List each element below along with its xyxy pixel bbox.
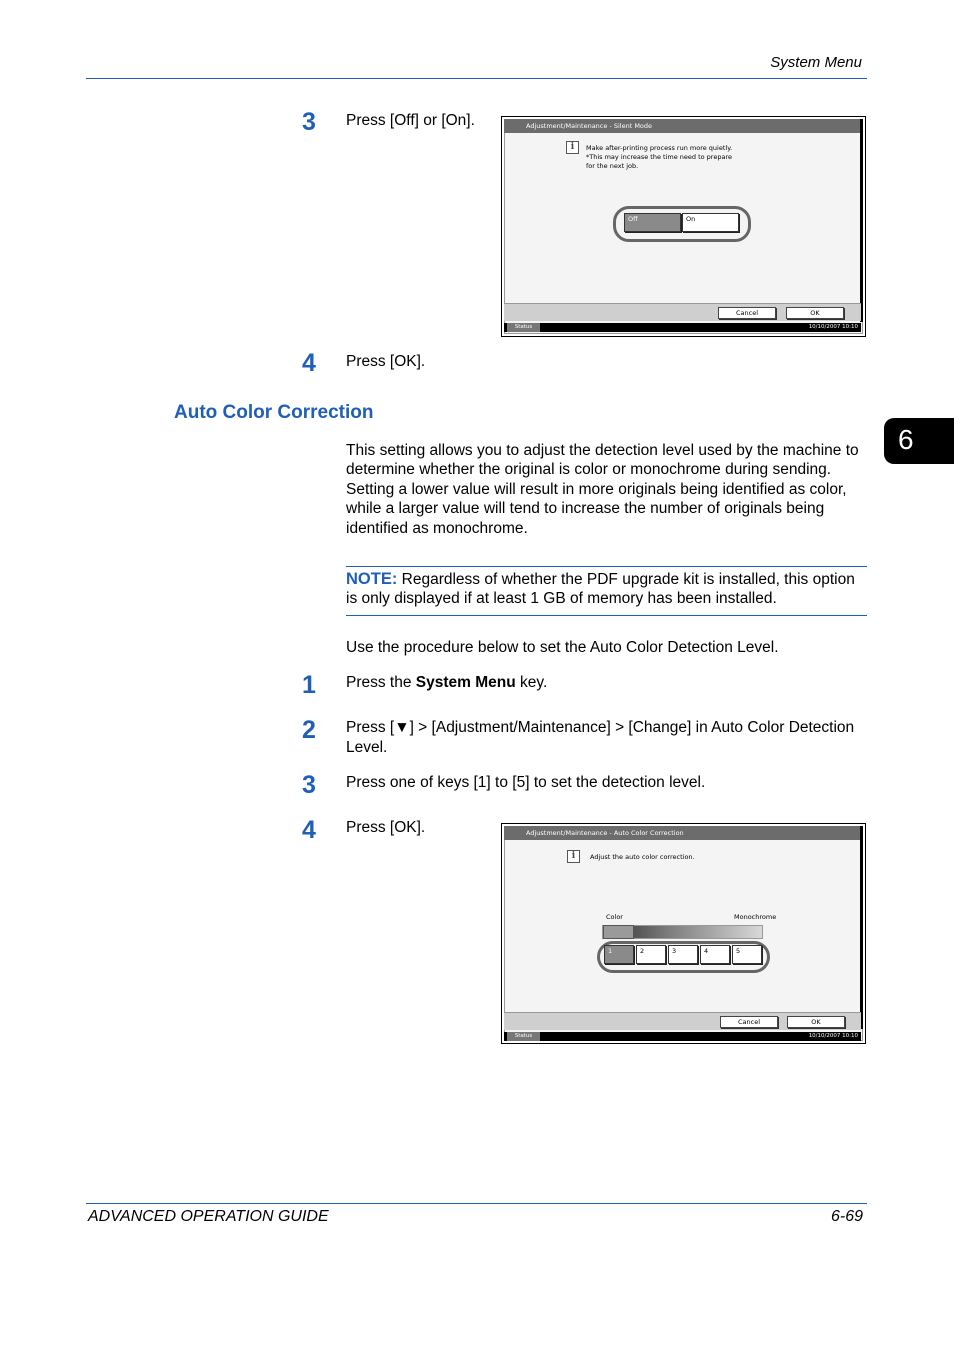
level-1-button[interactable]: 1 [604, 945, 634, 964]
auto-color-screen [501, 823, 866, 1044]
screen-edge [860, 826, 863, 1029]
footer-rule [86, 1203, 867, 1204]
screen-edge [860, 119, 863, 322]
note-rule-bottom [346, 615, 867, 616]
status-datetime: 10/10/2007 10:10 [808, 1033, 858, 1039]
level-5-button[interactable]: 5 [732, 945, 762, 964]
step-number: 2 [302, 716, 316, 744]
step-text: Press [OK]. [346, 819, 426, 836]
screen-title: Adjustment/Maintenance - Silent Mode [504, 119, 861, 133]
step-number: 4 [302, 349, 316, 377]
cancel-button[interactable]: Cancel [720, 1016, 778, 1028]
ok-button[interactable]: OK [786, 307, 844, 319]
system-menu-key: System Menu [415, 674, 516, 691]
step-number: 4 [302, 816, 316, 844]
step-text: Press one of keys [1] to [5] to set the detection level. [346, 774, 706, 791]
step-text: Press [▼] > [Adjustment/Maintenance] > [Change] in Auto Color Detection Level. [346, 719, 855, 756]
running-header: System Menu [770, 54, 862, 71]
step-text-part: Press the [346, 674, 416, 691]
step-number: 3 [302, 771, 316, 799]
level-3-button[interactable]: 3 [668, 945, 698, 964]
level-indicator [603, 925, 634, 939]
info-icon: i [566, 141, 579, 154]
status-button[interactable]: Status [507, 1032, 540, 1041]
step-text: Press [Off] or [On]. [346, 112, 475, 129]
level-2-button[interactable]: 2 [636, 945, 666, 964]
step-text-part: key. [515, 674, 548, 691]
screen-title: Adjustment/Maintenance - Auto Color Correction [504, 826, 861, 840]
guide-title: ADVANCED OPERATION GUIDE [88, 1208, 329, 1225]
note-text: Regardless of whether the PDF upgrade kit is installed, this option is only displayed if at least 1 GB of memory has been installed. [346, 571, 855, 608]
note-label: NOTE: [346, 570, 398, 588]
screen-message: Adjust the auto color correction. [590, 853, 695, 861]
intro-paragraph: This setting allows you to adjust the detection level used by the machine to determine whether the original is color or monochrome during sending. Setting a lower value will result in more originals being identified as color, while a larger value will tend to increase the number of originals being identified as monochrome. [346, 442, 859, 537]
section-title: Auto Color Correction [174, 402, 374, 423]
screen-message [586, 144, 732, 171]
step-text [346, 673, 547, 693]
message-line: *This may increase the time need to prepare [586, 153, 732, 161]
status-datetime: 10/10/2007 10:10 [808, 324, 858, 330]
ok-button[interactable]: OK [787, 1016, 845, 1028]
cancel-button[interactable]: Cancel [718, 307, 776, 319]
silent-mode-screen [501, 116, 866, 337]
step-number: 1 [302, 671, 316, 699]
procedure-intro: Use the procedure below to set the Auto Color Detection Level. [346, 639, 779, 656]
level-4-button[interactable]: 4 [700, 945, 730, 964]
status-bar [504, 323, 861, 332]
status-button[interactable]: Status [507, 323, 540, 332]
page-number: 6-69 [830, 1208, 863, 1225]
message-line: for the next job. [586, 162, 639, 170]
off-button[interactable]: Off [624, 213, 681, 232]
step-text: Press [OK]. [346, 353, 426, 370]
chapter-tab: 6 [884, 418, 954, 464]
note [346, 570, 866, 609]
note-rule-top [346, 566, 867, 567]
info-icon: i [567, 850, 580, 863]
step-number: 3 [302, 108, 316, 136]
message-line: Make after-printing process run more quietly. [586, 144, 733, 152]
header-rule [86, 78, 867, 79]
monochrome-label: Monochrome [734, 913, 777, 921]
status-bar [504, 1032, 861, 1041]
color-label: Color [606, 913, 623, 921]
on-button[interactable]: On [682, 213, 739, 232]
